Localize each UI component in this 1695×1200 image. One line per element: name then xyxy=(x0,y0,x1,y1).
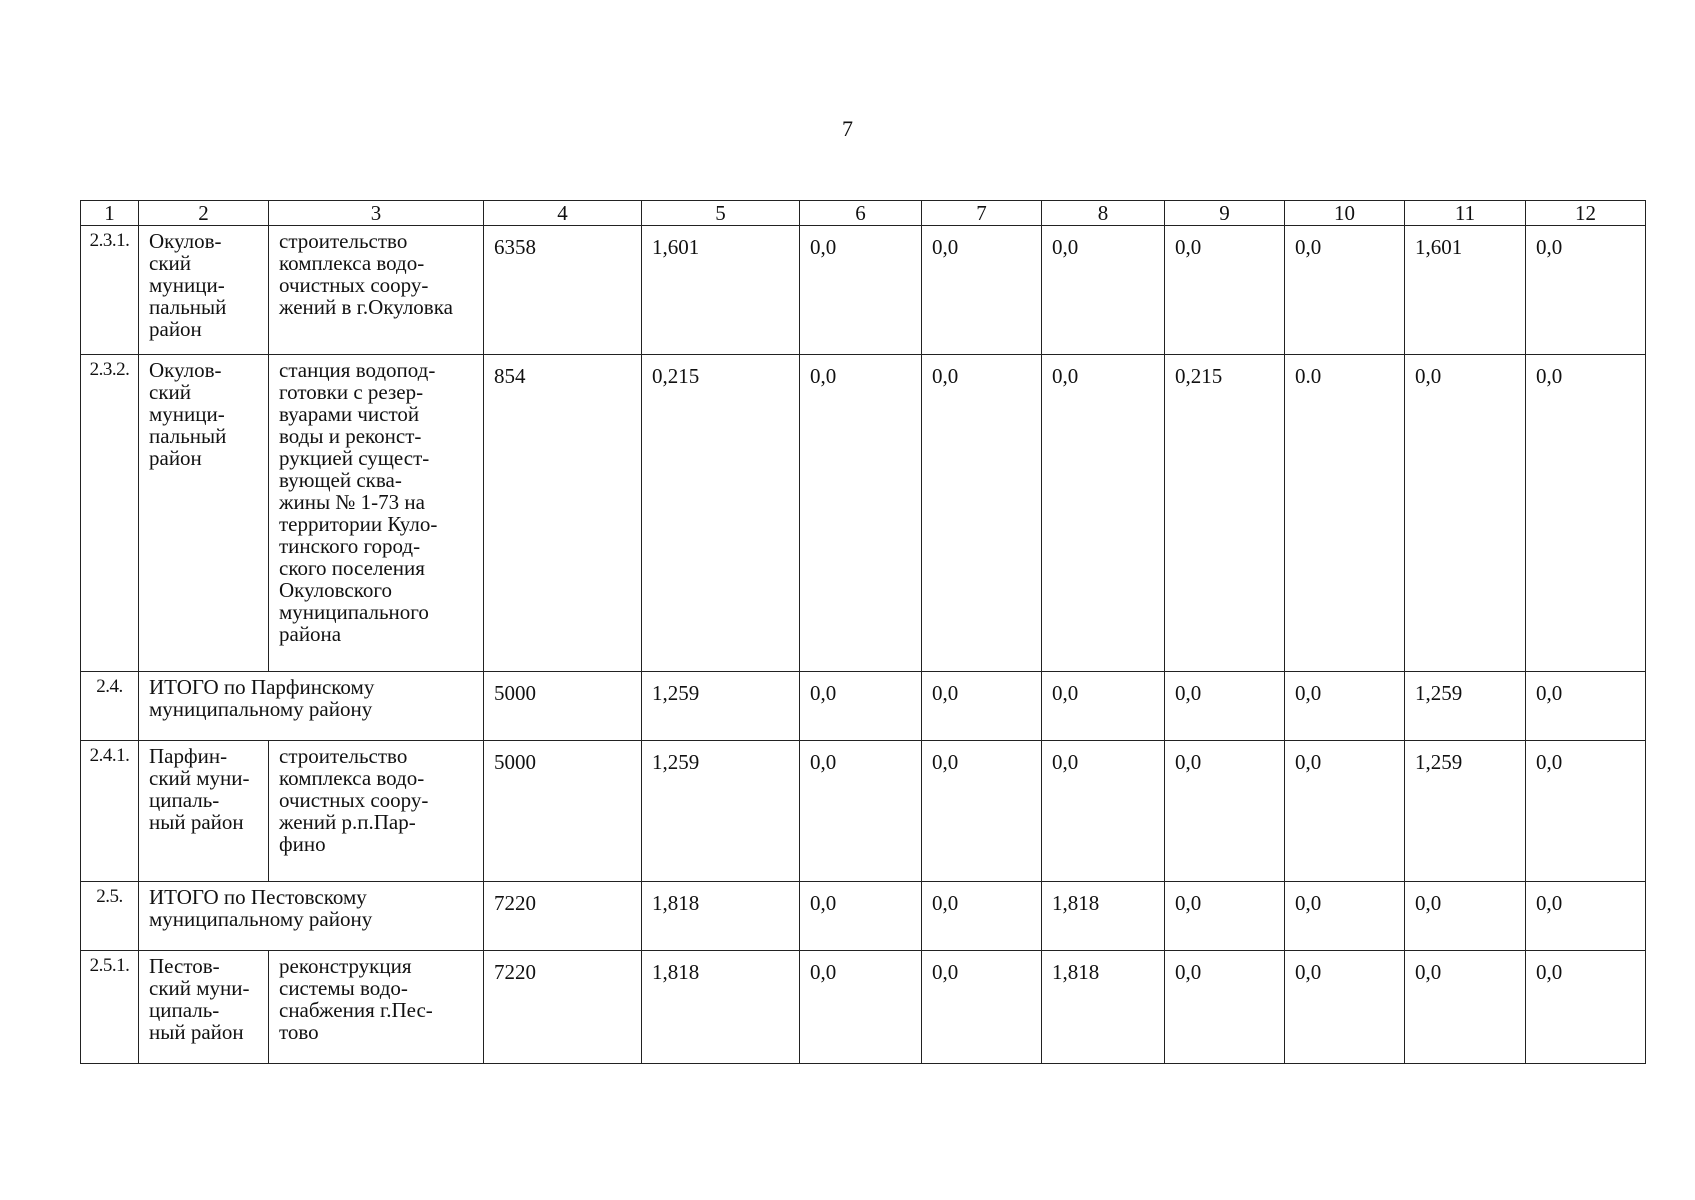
row-value-col-4: 5000 xyxy=(484,672,642,741)
row-district: Пестов- ский муни- ципаль- ный район xyxy=(139,951,269,1064)
row-object: реконструкция системы водо- снабжения г.Пес- тово xyxy=(269,951,484,1064)
row-number: 2.4.1. xyxy=(81,741,139,882)
row-number: 2.5. xyxy=(81,882,139,951)
row-value-col-10: 0,0 xyxy=(1285,882,1405,951)
row-value-col-4: 7220 xyxy=(484,882,642,951)
row-value-col-12: 0,0 xyxy=(1526,951,1646,1064)
column-header-1: 1 xyxy=(81,201,139,226)
row-object: станция водопод- готовки с резер- вуарами чистой воды и реконст- рукцией сущест- вующей сква- жины № 1-73 на территории Куло- тинского город- ского поселения Окуловского муниципального района xyxy=(269,355,484,672)
table-row xyxy=(81,951,1646,1064)
row-value-col-4: 854 xyxy=(484,355,642,672)
data-table xyxy=(80,200,1646,1064)
row-value-col-7: 0,0 xyxy=(922,741,1042,882)
row-value-col-9: 0,0 xyxy=(1165,226,1285,355)
row-value-col-4: 7220 xyxy=(484,951,642,1064)
row-value-col-9: 0,0 xyxy=(1165,882,1285,951)
row-value-col-5: 1,259 xyxy=(642,672,800,741)
row-value-col-11: 1,259 xyxy=(1405,741,1526,882)
table-row xyxy=(81,672,1646,741)
row-value-col-9: 0,0 xyxy=(1165,672,1285,741)
table-row xyxy=(81,741,1646,882)
row-value-col-7: 0,0 xyxy=(922,951,1042,1064)
row-value-col-12: 0,0 xyxy=(1526,226,1646,355)
row-value-col-4: 6358 xyxy=(484,226,642,355)
row-total-label: ИТОГО по Пестовскому муниципальному району xyxy=(139,882,484,951)
row-value-col-8: 1,818 xyxy=(1042,951,1165,1064)
row-number: 2.5.1. xyxy=(81,951,139,1064)
row-total-label: ИТОГО по Парфинскому муниципальному району xyxy=(139,672,484,741)
row-value-col-9: 0,0 xyxy=(1165,741,1285,882)
row-value-col-5: 0,215 xyxy=(642,355,800,672)
row-value-col-10: 0,0 xyxy=(1285,672,1405,741)
row-value-col-9: 0,0 xyxy=(1165,951,1285,1064)
column-header-4: 4 xyxy=(484,201,642,226)
column-header-2: 2 xyxy=(139,201,269,226)
row-object: строительство комплекса водо- очистных соору- жений в г.Окуловка xyxy=(269,226,484,355)
row-value-col-7: 0,0 xyxy=(922,355,1042,672)
row-district: Окулов- ский муници- пальный район xyxy=(139,226,269,355)
table-row xyxy=(81,882,1646,951)
row-value-col-7: 0,0 xyxy=(922,672,1042,741)
row-number: 2.3.1. xyxy=(81,226,139,355)
column-header-5: 5 xyxy=(642,201,800,226)
row-value-col-6: 0,0 xyxy=(800,882,922,951)
row-value-col-6: 0,0 xyxy=(800,672,922,741)
row-value-col-12: 0,0 xyxy=(1526,741,1646,882)
row-value-col-10: 0,0 xyxy=(1285,741,1405,882)
row-value-col-4: 5000 xyxy=(484,741,642,882)
row-value-col-6: 0,0 xyxy=(800,951,922,1064)
column-header-11: 11 xyxy=(1405,201,1526,226)
row-value-col-6: 0,0 xyxy=(800,226,922,355)
row-value-col-6: 0,0 xyxy=(800,741,922,882)
row-value-col-11: 0,0 xyxy=(1405,882,1526,951)
row-value-col-8: 1,818 xyxy=(1042,882,1165,951)
row-value-col-8: 0,0 xyxy=(1042,741,1165,882)
row-value-col-5: 1,259 xyxy=(642,741,800,882)
row-value-col-10: 0.0 xyxy=(1285,355,1405,672)
row-value-col-7: 0,0 xyxy=(922,226,1042,355)
row-value-col-8: 0,0 xyxy=(1042,672,1165,741)
column-header-9: 9 xyxy=(1165,201,1285,226)
row-value-col-10: 0,0 xyxy=(1285,226,1405,355)
column-header-12: 12 xyxy=(1526,201,1646,226)
row-number: 2.4. xyxy=(81,672,139,741)
table-row xyxy=(81,226,1646,355)
column-header-8: 8 xyxy=(1042,201,1165,226)
row-value-col-9: 0,215 xyxy=(1165,355,1285,672)
row-value-col-8: 0,0 xyxy=(1042,226,1165,355)
row-value-col-12: 0,0 xyxy=(1526,355,1646,672)
row-value-col-5: 1,818 xyxy=(642,951,800,1064)
row-object: строительство комплекса водо- очистных соору- жений р.п.Пар- фино xyxy=(269,741,484,882)
row-value-col-12: 0,0 xyxy=(1526,672,1646,741)
row-value-col-12: 0,0 xyxy=(1526,882,1646,951)
page-number: 7 xyxy=(842,116,853,141)
row-value-col-11: 1,601 xyxy=(1405,226,1526,355)
table-header-row xyxy=(81,201,1646,226)
row-value-col-10: 0,0 xyxy=(1285,951,1405,1064)
column-header-7: 7 xyxy=(922,201,1042,226)
row-value-col-8: 0,0 xyxy=(1042,355,1165,672)
row-value-col-7: 0,0 xyxy=(922,882,1042,951)
row-value-col-5: 1,818 xyxy=(642,882,800,951)
row-district: Парфин- ский муни- ципаль- ный район xyxy=(139,741,269,882)
row-value-col-6: 0,0 xyxy=(800,355,922,672)
row-number: 2.3.2. xyxy=(81,355,139,672)
row-value-col-11: 0,0 xyxy=(1405,951,1526,1064)
table-row xyxy=(81,355,1646,672)
row-district: Окулов- ский муници- пальный район xyxy=(139,355,269,672)
row-value-col-5: 1,601 xyxy=(642,226,800,355)
column-header-10: 10 xyxy=(1285,201,1405,226)
row-value-col-11: 1,259 xyxy=(1405,672,1526,741)
row-value-col-11: 0,0 xyxy=(1405,355,1526,672)
column-header-3: 3 xyxy=(269,201,484,226)
column-header-6: 6 xyxy=(800,201,922,226)
